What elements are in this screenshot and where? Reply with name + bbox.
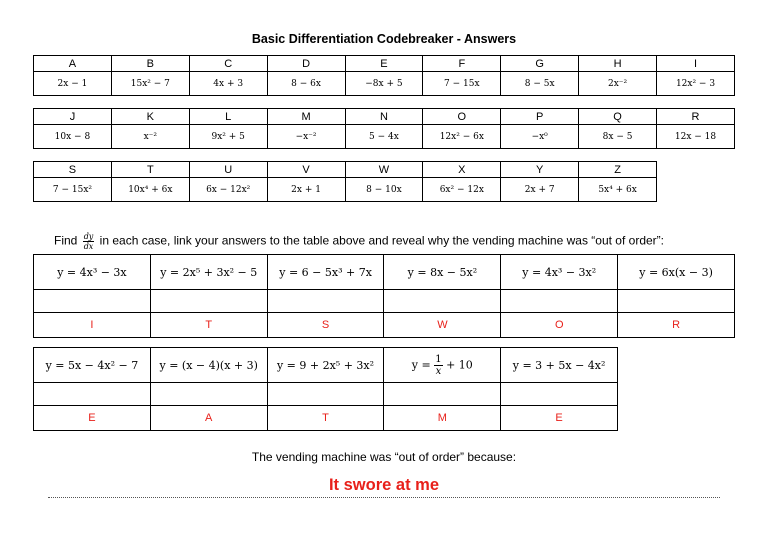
code-letter: L xyxy=(189,109,267,125)
questions-table-1 xyxy=(33,254,735,338)
code-expression: 5 − 4x xyxy=(345,125,423,149)
code-letter: W xyxy=(345,162,423,178)
code-expression: 12x² − 6x xyxy=(423,125,501,149)
code-expression: 15x² − 7 xyxy=(111,72,189,96)
code-expression: 8 − 5x xyxy=(501,72,579,96)
question-expression: y = 4x³ − 3x xyxy=(34,255,151,290)
question-expression-fraction xyxy=(384,348,501,383)
codebreaker-table-2 xyxy=(33,108,735,149)
code-expression: 6x − 12x² xyxy=(189,178,267,202)
code-expression: −x⁰ xyxy=(501,125,579,149)
code-letter: H xyxy=(579,56,657,72)
working-cell[interactable] xyxy=(34,383,151,406)
answer-letter: I xyxy=(34,313,151,338)
code-letter: Z xyxy=(579,162,657,178)
code-letter: B xyxy=(111,56,189,72)
code-letter: S xyxy=(34,162,112,178)
code-letter: O xyxy=(423,109,501,125)
code-letter: P xyxy=(501,109,579,125)
working-cell[interactable] xyxy=(150,383,267,406)
code-letter: F xyxy=(423,56,501,72)
working-cell[interactable] xyxy=(501,383,618,406)
code-letter: V xyxy=(267,162,345,178)
code-expression: 10x⁴ + 6x xyxy=(111,178,189,202)
code-letter: X xyxy=(423,162,501,178)
codebreaker-table-1 xyxy=(33,55,735,96)
instruction-text xyxy=(54,232,664,251)
question-expression: y = 3 + 5x − 4x² xyxy=(501,348,618,383)
code-letter: G xyxy=(501,56,579,72)
question-expression: y = 5x − 4x² − 7 xyxy=(34,348,151,383)
working-cell[interactable] xyxy=(501,290,618,313)
one-over-x-fraction xyxy=(434,354,442,377)
page-title: Basic Differentiation Codebreaker - Answers xyxy=(251,32,517,46)
fraction-numerator: 1 xyxy=(435,353,442,365)
code-letter: E xyxy=(345,56,423,72)
fraction-denominator: x xyxy=(435,365,442,377)
question-expression: y = 4x³ − 3x² xyxy=(501,255,618,290)
working-cell[interactable] xyxy=(618,290,735,313)
code-letter: U xyxy=(189,162,267,178)
code-expression: 2x + 7 xyxy=(501,178,579,202)
code-expression: 8 − 6x xyxy=(267,72,345,96)
reason-answer: It swore at me xyxy=(328,476,440,494)
question-expression: y = (x − 4)(x + 3) xyxy=(150,348,267,383)
working-cell[interactable] xyxy=(150,290,267,313)
question-expression: y = 9 + 2x⁵ + 3x² xyxy=(267,348,384,383)
code-letter: A xyxy=(34,56,112,72)
code-expression: 2x⁻² xyxy=(579,72,657,96)
answer-letter: M xyxy=(384,406,501,431)
code-expression: −x⁻² xyxy=(267,125,345,149)
code-expression: 8x − 5 xyxy=(579,125,657,149)
code-letter: Q xyxy=(579,109,657,125)
code-expression: −8x + 5 xyxy=(345,72,423,96)
code-expression: 9x² + 5 xyxy=(189,125,267,149)
answer-letter: W xyxy=(384,313,501,338)
code-expression: 5x⁴ + 6x xyxy=(579,178,657,202)
code-letter: R xyxy=(657,109,735,125)
codebreaker-table-3 xyxy=(33,161,657,202)
questions-table-2 xyxy=(33,347,618,431)
code-expression: 7 − 15x xyxy=(423,72,501,96)
answer-letter: A xyxy=(150,406,267,431)
instruction-find: Find xyxy=(54,233,78,248)
code-letter: Y xyxy=(501,162,579,178)
code-expression: 12x − 18 xyxy=(657,125,735,149)
question-expression: y = 6 − 5x³ + 7x xyxy=(267,255,384,290)
fraction-numerator: dy xyxy=(83,232,94,241)
question-expression: y = 8x − 5x² xyxy=(384,255,501,290)
question-expression: y = 2x⁵ + 3x² − 5 xyxy=(150,255,267,290)
code-expression: 12x² − 3 xyxy=(657,72,735,96)
answer-letter: R xyxy=(618,313,735,338)
answer-letter: T xyxy=(267,406,384,431)
code-expression: 2x − 1 xyxy=(34,72,112,96)
working-cell[interactable] xyxy=(34,290,151,313)
code-letter: M xyxy=(267,109,345,125)
code-letter: K xyxy=(111,109,189,125)
answer-letter: S xyxy=(267,313,384,338)
answer-letter: E xyxy=(34,406,151,431)
fraction-denominator: dx xyxy=(83,242,94,251)
expr-suffix: + 10 xyxy=(446,358,473,371)
code-expression: x⁻² xyxy=(111,125,189,149)
code-letter: D xyxy=(267,56,345,72)
dy-dx-fraction xyxy=(83,232,95,251)
code-letter: T xyxy=(111,162,189,178)
instruction-rest: in each case, link your answers to the table above and reveal why the vending machine was “out of order”: xyxy=(99,233,664,248)
code-letter: I xyxy=(657,56,735,72)
code-expression: 6x² − 12x xyxy=(423,178,501,202)
working-cell[interactable] xyxy=(267,290,384,313)
working-cell[interactable] xyxy=(384,383,501,406)
code-expression: 8 − 10x xyxy=(345,178,423,202)
answer-letter: E xyxy=(501,406,618,431)
reason-prompt: The vending machine was “out of order” because: xyxy=(251,450,517,464)
code-expression: 7 − 15x² xyxy=(34,178,112,202)
answer-letter: T xyxy=(150,313,267,338)
expr-prefix: y = xyxy=(411,358,431,371)
answer-dotted-line xyxy=(48,497,720,498)
code-letter: J xyxy=(34,109,112,125)
working-cell[interactable] xyxy=(267,383,384,406)
answer-letter: O xyxy=(501,313,618,338)
code-expression: 2x + 1 xyxy=(267,178,345,202)
code-expression: 4x + 3 xyxy=(189,72,267,96)
code-letter: N xyxy=(345,109,423,125)
working-cell[interactable] xyxy=(384,290,501,313)
code-expression: 10x − 8 xyxy=(34,125,112,149)
code-letter: C xyxy=(189,56,267,72)
question-expression: y = 6x(x − 3) xyxy=(618,255,735,290)
